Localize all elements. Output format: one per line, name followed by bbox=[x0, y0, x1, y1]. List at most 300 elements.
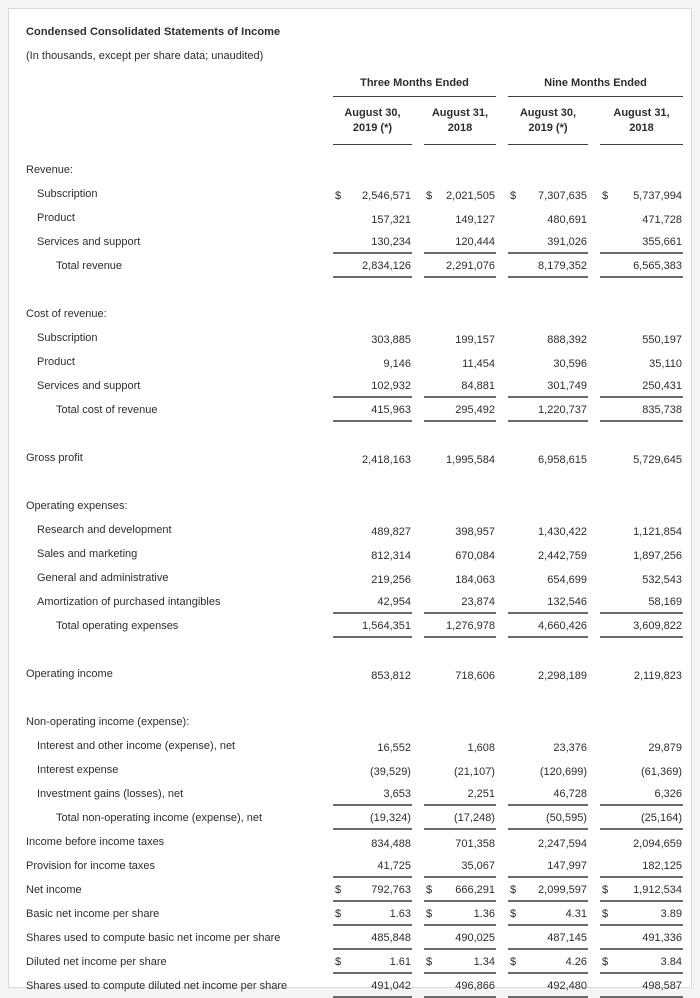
value-wrap bbox=[508, 380, 588, 398]
value-text: 1,430,422 bbox=[538, 526, 587, 538]
spacer-row bbox=[18, 278, 683, 302]
dollar-sign: $ bbox=[425, 190, 433, 202]
value-cell bbox=[321, 614, 412, 638]
value-text: 485,848 bbox=[371, 932, 411, 944]
value-text: 1,564,351 bbox=[362, 620, 411, 632]
row-label: Operating income bbox=[26, 668, 113, 680]
value-wrap bbox=[424, 908, 496, 926]
value-wrap bbox=[424, 884, 496, 902]
value-wrap bbox=[508, 358, 588, 374]
income-statement-table bbox=[18, 71, 683, 998]
value-text: 6,958,615 bbox=[538, 454, 587, 466]
value-cell bbox=[496, 806, 588, 830]
value-cell bbox=[588, 518, 683, 542]
value-wrap bbox=[333, 956, 412, 974]
column-header-cell bbox=[496, 97, 588, 145]
value-text: 489,827 bbox=[371, 526, 411, 538]
column-group-header: Three Months Ended bbox=[333, 71, 496, 97]
dollar-sign: $ bbox=[334, 190, 342, 202]
value-text: 6,326 bbox=[654, 788, 682, 800]
row-label: Basic net income per share bbox=[26, 908, 160, 920]
value-wrap bbox=[333, 670, 412, 686]
value-wrap bbox=[424, 788, 496, 806]
value-text: (50,595) bbox=[546, 812, 587, 824]
table-row bbox=[18, 806, 683, 830]
value-text: 2,094,659 bbox=[633, 838, 682, 850]
column-header-cell bbox=[588, 97, 683, 145]
value-wrap bbox=[333, 526, 412, 542]
value-text: 11,454 bbox=[462, 358, 495, 370]
value-cell bbox=[321, 542, 412, 566]
value-cell bbox=[412, 854, 496, 878]
table-row bbox=[18, 182, 683, 206]
table-row bbox=[18, 590, 683, 614]
value-wrap bbox=[508, 190, 588, 206]
value-text: 1.34 bbox=[473, 956, 495, 968]
value-cell bbox=[321, 518, 412, 542]
value-wrap bbox=[600, 742, 683, 758]
dollar-sign: $ bbox=[425, 908, 433, 920]
value-cell bbox=[321, 182, 412, 206]
row-label: Amortization of purchased intangibles bbox=[37, 596, 221, 608]
value-wrap bbox=[333, 334, 412, 350]
column-header-line1: August 31, bbox=[431, 107, 489, 119]
value-wrap bbox=[333, 860, 412, 878]
value-text: (17,248) bbox=[454, 812, 495, 824]
row-label: Net income bbox=[26, 884, 82, 896]
value-cell bbox=[588, 326, 683, 350]
spacer-cell bbox=[18, 686, 683, 710]
value-text: (61,369) bbox=[641, 766, 682, 778]
value-text: 1,121,854 bbox=[633, 526, 682, 538]
value-text: 46,728 bbox=[553, 788, 587, 800]
value-cell bbox=[412, 542, 496, 566]
table-row bbox=[18, 782, 683, 806]
value-text: 415,963 bbox=[371, 404, 411, 416]
value-text: 29,879 bbox=[648, 742, 682, 754]
value-cell bbox=[496, 974, 588, 998]
value-text: 6,565,383 bbox=[633, 260, 682, 272]
row-label: Income before income taxes bbox=[26, 836, 165, 848]
value-text: 853,812 bbox=[371, 670, 411, 682]
value-cell bbox=[588, 446, 683, 470]
spacer-cell bbox=[18, 422, 683, 446]
value-cell bbox=[588, 542, 683, 566]
spacer-row bbox=[18, 638, 683, 662]
value-wrap bbox=[333, 596, 412, 614]
value-wrap bbox=[333, 236, 412, 254]
value-wrap bbox=[600, 956, 683, 974]
row-label: Diluted net income per share bbox=[26, 956, 167, 968]
value-wrap bbox=[424, 596, 496, 614]
value-text: 480,691 bbox=[547, 214, 587, 226]
value-cell bbox=[496, 926, 588, 950]
value-wrap bbox=[333, 190, 412, 206]
value-text: 490,025 bbox=[455, 932, 495, 944]
value-cell bbox=[588, 734, 683, 758]
row-label: Services and support bbox=[37, 236, 141, 248]
value-wrap bbox=[600, 838, 683, 854]
value-wrap bbox=[424, 236, 496, 254]
value-wrap bbox=[424, 358, 496, 374]
value-cell bbox=[496, 182, 588, 206]
value-wrap bbox=[333, 358, 412, 374]
value-cell bbox=[412, 758, 496, 782]
value-cell bbox=[496, 518, 588, 542]
value-cell bbox=[412, 230, 496, 254]
table-row bbox=[18, 878, 683, 902]
value-wrap bbox=[600, 404, 683, 422]
value-text: 157,321 bbox=[371, 214, 411, 226]
row-label: Total revenue bbox=[56, 260, 123, 272]
column-header-cell bbox=[412, 97, 496, 145]
value-text: 301,749 bbox=[547, 380, 587, 392]
value-wrap bbox=[508, 404, 588, 422]
value-cell bbox=[321, 950, 412, 974]
value-cell bbox=[321, 806, 412, 830]
table-row bbox=[18, 230, 683, 254]
value-wrap bbox=[333, 788, 412, 806]
value-wrap bbox=[600, 214, 683, 230]
value-text: 1,608 bbox=[467, 742, 495, 754]
value-cell bbox=[321, 326, 412, 350]
value-text: 2,021,505 bbox=[446, 190, 495, 202]
row-label: Shares used to compute basic net income per share bbox=[26, 932, 281, 944]
table-row bbox=[18, 254, 683, 278]
value-cell bbox=[496, 566, 588, 590]
dollar-sign: $ bbox=[334, 956, 342, 968]
value-wrap bbox=[508, 908, 588, 926]
value-cell bbox=[412, 398, 496, 422]
row-label: Sales and marketing bbox=[37, 548, 138, 560]
table-row bbox=[18, 518, 683, 542]
value-text: 9,146 bbox=[383, 358, 411, 370]
value-wrap bbox=[600, 260, 683, 278]
value-text: 132,546 bbox=[547, 596, 587, 608]
row-label: Cost of revenue: bbox=[26, 308, 107, 320]
value-text: 250,431 bbox=[642, 380, 682, 392]
section-row bbox=[18, 494, 683, 518]
value-cell bbox=[588, 398, 683, 422]
value-text: 42,954 bbox=[377, 596, 411, 608]
value-wrap bbox=[600, 670, 683, 686]
value-text: 130,234 bbox=[371, 236, 411, 248]
value-cell bbox=[412, 830, 496, 854]
table-row bbox=[18, 326, 683, 350]
value-cell bbox=[496, 398, 588, 422]
value-text: 1,995,584 bbox=[446, 454, 495, 466]
value-wrap bbox=[333, 908, 412, 926]
column-group-cell bbox=[321, 71, 496, 97]
column-group-cell bbox=[496, 71, 683, 97]
value-text: 2,247,594 bbox=[538, 838, 587, 850]
value-cell bbox=[496, 230, 588, 254]
value-text: 2,442,759 bbox=[538, 550, 587, 562]
value-wrap bbox=[508, 670, 588, 686]
value-cell bbox=[321, 566, 412, 590]
value-cell bbox=[496, 590, 588, 614]
value-wrap bbox=[333, 838, 412, 854]
value-cell bbox=[412, 590, 496, 614]
value-cell bbox=[496, 782, 588, 806]
table-row bbox=[18, 974, 683, 998]
value-cell bbox=[412, 974, 496, 998]
column-groups-row bbox=[18, 71, 683, 97]
value-cell bbox=[588, 902, 683, 926]
value-cell bbox=[412, 926, 496, 950]
value-text: 1.63 bbox=[389, 908, 411, 920]
value-cell bbox=[412, 662, 496, 686]
value-wrap bbox=[600, 980, 683, 998]
value-cell bbox=[412, 902, 496, 926]
table-row bbox=[18, 734, 683, 758]
table-row bbox=[18, 446, 683, 470]
column-group-header: Nine Months Ended bbox=[508, 71, 683, 97]
header-gap-cell bbox=[18, 145, 683, 158]
value-cell bbox=[588, 230, 683, 254]
value-cell bbox=[321, 974, 412, 998]
value-wrap bbox=[424, 742, 496, 758]
value-wrap bbox=[424, 550, 496, 566]
value-text: 30,596 bbox=[553, 358, 587, 370]
value-wrap bbox=[424, 812, 496, 830]
value-wrap bbox=[424, 670, 496, 686]
value-wrap bbox=[333, 980, 412, 998]
value-wrap bbox=[508, 884, 588, 902]
value-wrap bbox=[333, 550, 412, 566]
value-text: 3,653 bbox=[383, 788, 411, 800]
value-text: 496,866 bbox=[455, 980, 495, 992]
value-text: 199,157 bbox=[455, 334, 495, 346]
value-text: 2,546,571 bbox=[362, 190, 411, 202]
value-cell bbox=[412, 782, 496, 806]
value-text: 58,169 bbox=[648, 596, 682, 608]
table-row bbox=[18, 350, 683, 374]
value-wrap bbox=[333, 766, 412, 782]
value-text: 2,119,823 bbox=[633, 670, 682, 682]
value-cell bbox=[588, 878, 683, 902]
dollar-sign: $ bbox=[334, 884, 342, 896]
value-text: 1,220,737 bbox=[538, 404, 587, 416]
column-header-line2: 2019 (*) bbox=[528, 122, 568, 134]
value-cell bbox=[412, 614, 496, 638]
value-wrap bbox=[333, 742, 412, 758]
value-cell bbox=[496, 854, 588, 878]
dollar-sign: $ bbox=[509, 956, 517, 968]
column-header-line2: 2018 bbox=[629, 122, 654, 134]
value-text: 792,763 bbox=[371, 884, 411, 896]
column-headers-row bbox=[18, 97, 683, 145]
value-wrap bbox=[508, 334, 588, 350]
value-cell bbox=[496, 350, 588, 374]
value-wrap bbox=[424, 454, 496, 470]
value-cell bbox=[412, 878, 496, 902]
value-wrap bbox=[600, 766, 683, 782]
row-label: General and administrative bbox=[37, 572, 169, 584]
value-cell bbox=[412, 446, 496, 470]
table-row bbox=[18, 206, 683, 230]
header-spacer-cell bbox=[18, 71, 321, 97]
value-wrap bbox=[333, 884, 412, 902]
value-wrap bbox=[424, 214, 496, 230]
value-cell bbox=[588, 590, 683, 614]
value-text: 5,729,645 bbox=[633, 454, 682, 466]
value-cell bbox=[588, 614, 683, 638]
row-label: Revenue: bbox=[26, 164, 74, 176]
value-text: (120,699) bbox=[539, 766, 587, 778]
value-cell bbox=[412, 518, 496, 542]
value-text: 35,110 bbox=[649, 358, 682, 370]
value-wrap bbox=[600, 860, 683, 878]
row-label: Non-operating income (expense): bbox=[26, 716, 190, 728]
section-row bbox=[18, 302, 683, 326]
value-text: 2,251 bbox=[467, 788, 495, 800]
row-label: Interest expense bbox=[37, 764, 119, 776]
section-row bbox=[18, 710, 683, 734]
value-text: 812,314 bbox=[371, 550, 411, 562]
dollar-sign: $ bbox=[334, 908, 342, 920]
dollar-sign: $ bbox=[601, 956, 609, 968]
value-text: 888,392 bbox=[547, 334, 587, 346]
value-text: 84,881 bbox=[461, 380, 495, 392]
value-wrap bbox=[424, 574, 496, 590]
value-wrap bbox=[508, 742, 588, 758]
spacer-row bbox=[18, 470, 683, 494]
value-cell bbox=[321, 902, 412, 926]
value-wrap bbox=[600, 236, 683, 254]
value-text: 666,291 bbox=[455, 884, 495, 896]
value-cell bbox=[321, 350, 412, 374]
value-text: 2,099,597 bbox=[538, 884, 587, 896]
value-text: 491,042 bbox=[371, 980, 411, 992]
dollar-sign: $ bbox=[601, 190, 609, 202]
value-cell bbox=[321, 854, 412, 878]
value-cell bbox=[496, 902, 588, 926]
statement-subtitle: (In thousands, except per share data; unaudited) bbox=[26, 50, 264, 62]
value-wrap bbox=[508, 812, 588, 830]
value-text: 834,488 bbox=[371, 838, 411, 850]
value-text: 182,125 bbox=[642, 860, 682, 872]
value-text: 670,084 bbox=[455, 550, 495, 562]
table-row bbox=[18, 902, 683, 926]
value-text: 4.26 bbox=[565, 956, 587, 968]
value-text: 3.89 bbox=[660, 908, 682, 920]
table-row bbox=[18, 662, 683, 686]
column-header bbox=[600, 97, 683, 145]
value-text: 102,932 bbox=[371, 380, 411, 392]
value-text: 498,587 bbox=[642, 980, 682, 992]
value-text: 3,609,822 bbox=[633, 620, 682, 632]
value-cell bbox=[412, 350, 496, 374]
header-gap-row bbox=[18, 145, 683, 158]
value-wrap bbox=[600, 550, 683, 566]
value-wrap bbox=[424, 380, 496, 398]
value-wrap bbox=[424, 260, 496, 278]
statement-card bbox=[8, 8, 692, 992]
value-cell bbox=[321, 446, 412, 470]
value-wrap bbox=[508, 214, 588, 230]
value-text: 219,256 bbox=[371, 574, 411, 586]
spacer-cell bbox=[18, 470, 683, 494]
value-wrap bbox=[333, 932, 412, 950]
value-text: 23,376 bbox=[553, 742, 587, 754]
value-wrap bbox=[333, 380, 412, 398]
value-cell bbox=[321, 734, 412, 758]
value-text: 1,897,256 bbox=[633, 550, 682, 562]
table-row bbox=[18, 950, 683, 974]
value-wrap bbox=[600, 620, 683, 638]
value-text: (25,164) bbox=[641, 812, 682, 824]
value-text: 184,063 bbox=[455, 574, 495, 586]
value-wrap bbox=[508, 260, 588, 278]
dollar-sign: $ bbox=[601, 908, 609, 920]
value-cell bbox=[321, 878, 412, 902]
value-wrap bbox=[600, 454, 683, 470]
value-text: 701,358 bbox=[455, 838, 495, 850]
value-cell bbox=[588, 950, 683, 974]
value-text: 5,737,994 bbox=[633, 190, 682, 202]
value-text: 41,725 bbox=[377, 860, 411, 872]
value-text: 4.31 bbox=[565, 908, 587, 920]
value-text: 35,067 bbox=[461, 860, 495, 872]
value-text: 1,912,534 bbox=[633, 884, 682, 896]
value-wrap bbox=[600, 358, 683, 374]
value-cell bbox=[588, 782, 683, 806]
value-text: 1.36 bbox=[473, 908, 495, 920]
value-cell bbox=[588, 350, 683, 374]
value-wrap bbox=[508, 620, 588, 638]
row-label: Interest and other income (expense), net bbox=[37, 740, 236, 752]
value-wrap bbox=[333, 260, 412, 278]
value-cell bbox=[496, 542, 588, 566]
table-row bbox=[18, 926, 683, 950]
value-cell bbox=[588, 254, 683, 278]
value-cell bbox=[321, 230, 412, 254]
value-wrap bbox=[424, 334, 496, 350]
row-label: Provision for income taxes bbox=[26, 860, 155, 872]
table-row bbox=[18, 374, 683, 398]
value-text: 492,480 bbox=[547, 980, 587, 992]
value-wrap bbox=[424, 766, 496, 782]
value-cell bbox=[588, 206, 683, 230]
value-text: 23,874 bbox=[461, 596, 495, 608]
value-cell bbox=[321, 662, 412, 686]
value-cell bbox=[412, 734, 496, 758]
row-label: Total non-operating income (expense), net bbox=[56, 812, 263, 824]
value-wrap bbox=[600, 526, 683, 542]
value-wrap bbox=[600, 932, 683, 950]
value-wrap bbox=[508, 236, 588, 254]
value-text: 295,492 bbox=[455, 404, 495, 416]
value-wrap bbox=[600, 596, 683, 614]
value-cell bbox=[412, 806, 496, 830]
value-cell bbox=[588, 974, 683, 998]
row-label: Operating expenses: bbox=[26, 500, 128, 512]
value-cell bbox=[321, 398, 412, 422]
row-label: Subscription bbox=[37, 332, 98, 344]
dollar-sign: $ bbox=[425, 956, 433, 968]
value-wrap bbox=[424, 404, 496, 422]
value-wrap bbox=[333, 574, 412, 590]
value-text: 718,606 bbox=[455, 670, 495, 682]
value-cell bbox=[321, 782, 412, 806]
value-wrap bbox=[508, 454, 588, 470]
value-text: 2,298,189 bbox=[538, 670, 587, 682]
value-text: 654,699 bbox=[547, 574, 587, 586]
value-text: 3.84 bbox=[660, 956, 682, 968]
value-cell bbox=[588, 758, 683, 782]
value-text: 835,738 bbox=[642, 404, 682, 416]
